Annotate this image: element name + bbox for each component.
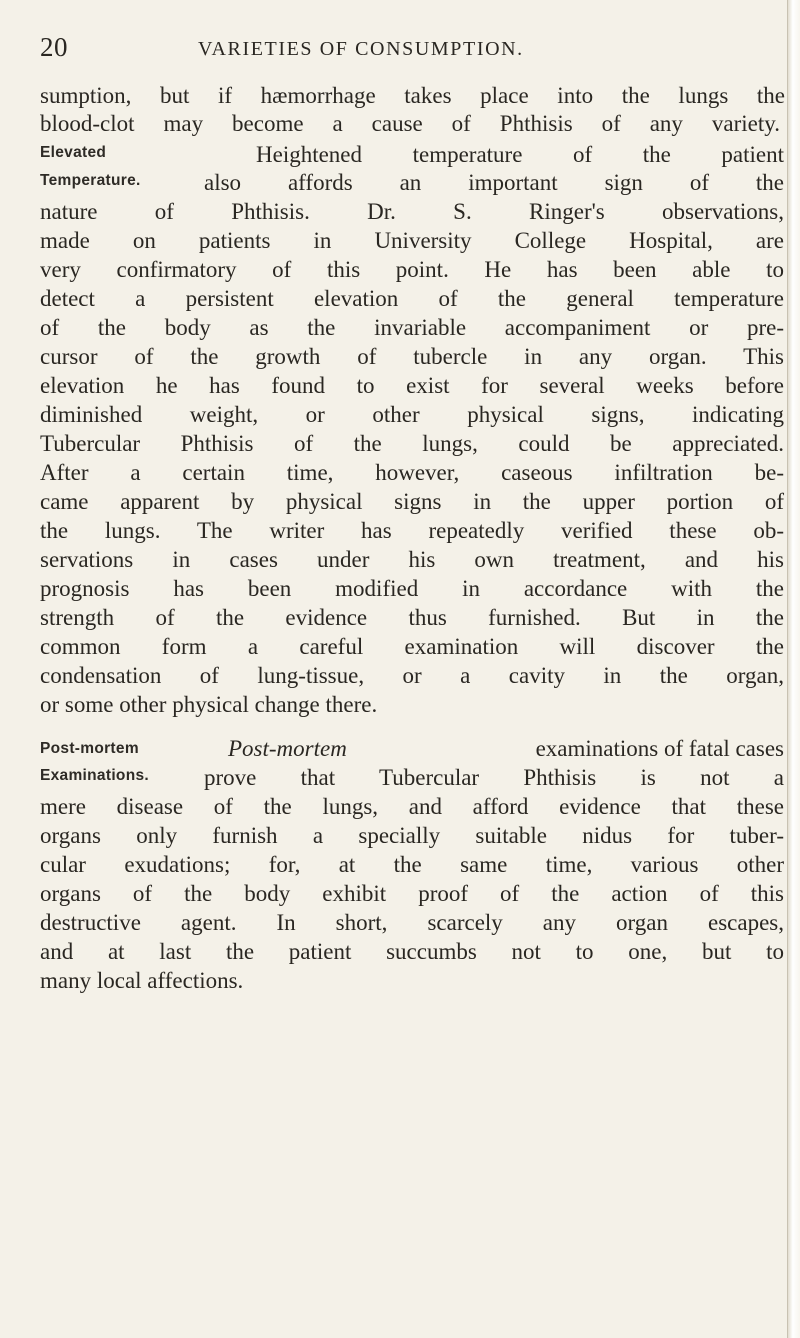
text-line: the lungs. The writer has repeatedly verified these ob-	[40, 518, 784, 543]
italic-term: Post-mortem	[228, 736, 347, 761]
text-line: cursor of the growth of tubercle in any organ. This	[40, 344, 784, 369]
text-line: organs only furnish a specially suitable nidus for tuber-	[40, 823, 784, 848]
text-line: strength of the evidence thus furnished. But in the	[40, 605, 784, 630]
text-line: diminished weight, or other physical signs, indicating	[40, 402, 784, 427]
text-line: organs of the body exhibit proof of the action of this	[40, 881, 784, 906]
text-line: common form a careful examination will discover the	[40, 634, 784, 659]
text-run: examinations of fatal cases	[535, 736, 784, 761]
text-line: of the body as the invariable accompaniment or pre-	[40, 315, 784, 340]
text-line: Tubercular Phthisis of the lungs, could be appreciated.	[40, 431, 784, 456]
text-line: sumption, but if hæmorrhage takes place into the lungs the	[40, 83, 785, 108]
margin-note-temperature: Temperature.	[40, 172, 141, 189]
text-line-post-mortem	[228, 734, 784, 764]
text-line: also affords an important sign of the	[204, 170, 784, 195]
text-line: made on patients in University College Hospital, are	[40, 228, 784, 253]
text-line: prove that Tubercular Phthisis is not a	[204, 765, 784, 790]
text-line: cular exudations; for, at the same time, various other	[40, 852, 784, 877]
text-line: prognosis has been modified in accordance with the	[40, 576, 784, 601]
text-line: mere disease of the lungs, and afford evidence that these	[40, 794, 784, 819]
text-line: nature of Phthisis. Dr. S. Ringer's observations,	[40, 199, 784, 224]
text-line: destructive agent. In short, scarcely any organ escapes,	[40, 910, 784, 935]
text-line: or some other physical change there.	[40, 692, 378, 717]
text-line: elevation he has found to exist for several weeks before	[40, 373, 784, 398]
page-header	[0, 32, 790, 66]
text-line: Heightened temperature of the patient	[256, 142, 784, 167]
text-line: After a certain time, however, caseous infiltration be-	[40, 460, 784, 485]
text-line: servations in cases under his own treatment, and his	[40, 547, 784, 572]
text-line: detect a persistent elevation of the general temperature	[40, 286, 784, 311]
margin-note-elevated: Elevated	[40, 144, 107, 161]
text-line: very confirmatory of this point. He has been able to	[40, 257, 784, 282]
margin-note-post-mortem: Post-mortem	[40, 740, 139, 757]
text-line: and at last the patient succumbs not to one, but to	[40, 939, 784, 964]
running-head: VARIETIES OF CONSUMPTION.	[198, 38, 524, 60]
text-line: condensation of lung-tissue, or a cavity in the organ,	[40, 663, 784, 688]
page-edge	[787, 0, 800, 1338]
text-line: blood-clot may become a cause of Phthisis of any variety.	[40, 111, 780, 136]
text-line: many local affections.	[40, 968, 244, 993]
page-number: 20	[40, 32, 68, 62]
text-line: came apparent by physical signs in the upper portion of	[40, 489, 784, 514]
margin-note-examinations: Examinations.	[40, 767, 149, 784]
